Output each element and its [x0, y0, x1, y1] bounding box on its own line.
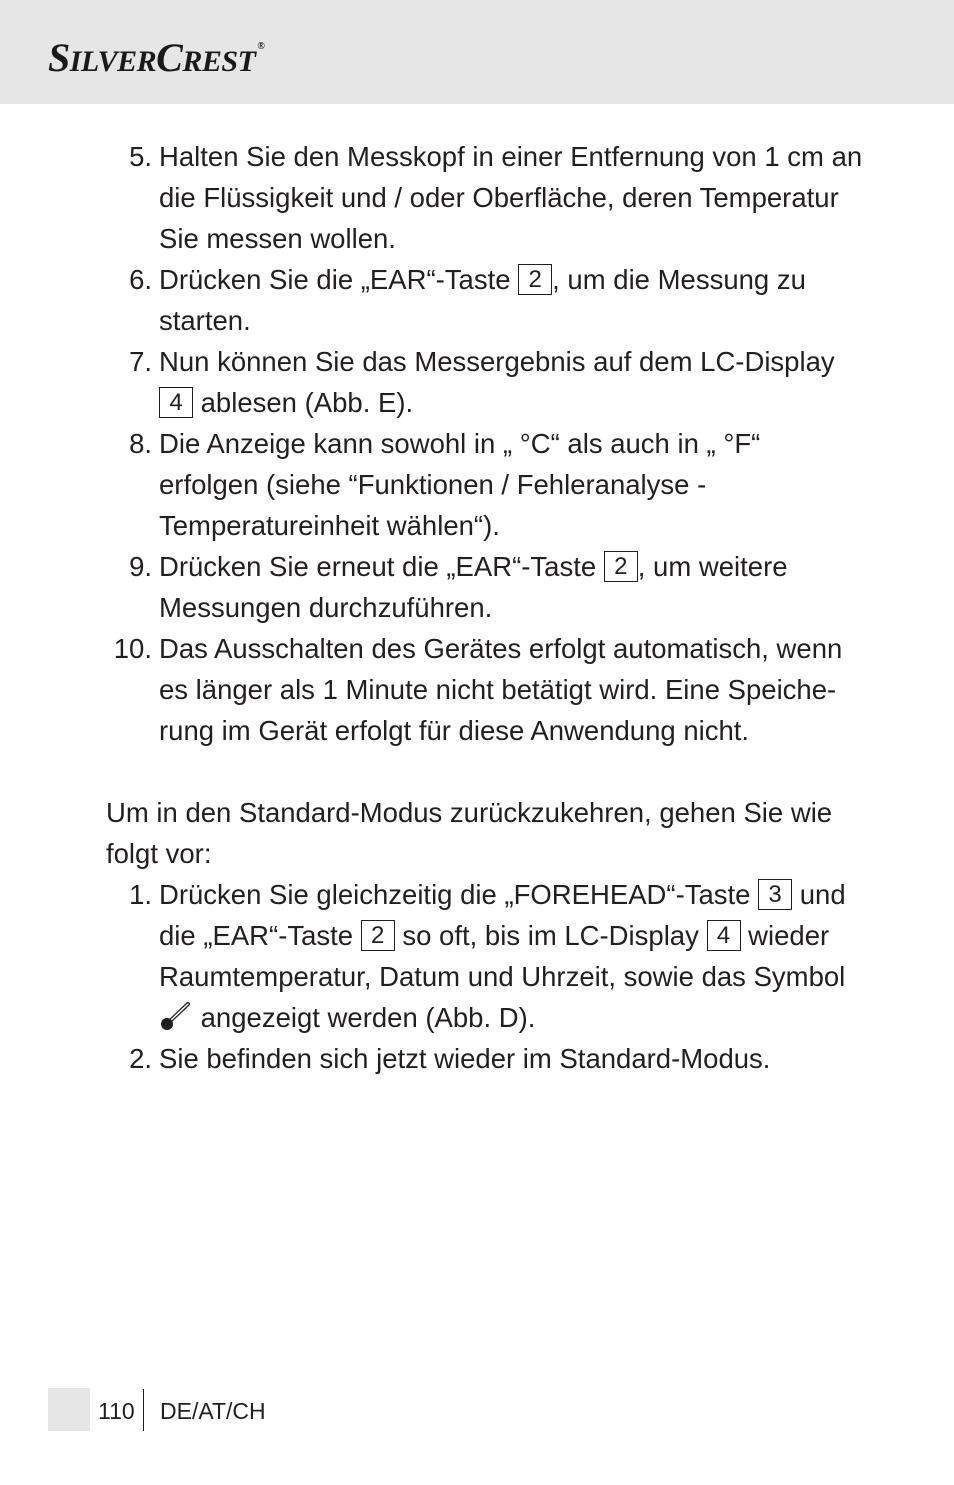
list-item: 1. Drücken Sie gleichzeitig die „FOREHEAD“-Taste 3 und die „EAR“-Taste 2 so oft, bis im LC-Display 4 wieder Raumtemperatur, Datum und Uhrzeit, sowie das Symbol angezeigt werden (Abb. D). [129, 879, 846, 1033]
standard-mode-steps [106, 874, 866, 1079]
page-number: 110 [98, 1398, 135, 1424]
measurement-steps [106, 136, 866, 751]
part-reference-box: 2 [604, 551, 638, 582]
list-item: 7. Nun können Sie das Messergebnis auf dem LC-Display 4 ablesen (Abb. E). [129, 346, 835, 418]
part-reference-box: 4 [707, 920, 741, 951]
silvercrest-logo: SILVERCREST ® [48, 35, 265, 80]
part-reference-box: 2 [518, 264, 552, 295]
list-item: 10. Das Ausschalten des Gerätes erfolgt automatisch, wenn es länger als 1 Minute nicht betätigt wird. Eine Speiche-rung im Gerät erfolgt für diese Anwendung nicht. [113, 633, 843, 746]
thermometer-icon [159, 1001, 193, 1031]
list-item: 5. Halten Sie den Messkopf in einer Entfernung von 1 cm an die Flüssigkeit und / oder Oberfläche, deren Temperatur Sie messen wollen. [129, 141, 863, 254]
part-reference-box: 3 [758, 879, 792, 910]
region-label: DE/AT/CH [160, 1398, 266, 1424]
footer-divider [143, 1389, 144, 1431]
list-item: 8. Die Anzeige kann sowohl in „ °C“ als auch in „ °F“ erfolgen (siehe “Funktionen / Fehleranalyse - Temperatureinheit wählen“). [129, 428, 761, 541]
instructions-body [106, 136, 866, 1079]
list-item: 9. Drücken Sie erneut die „EAR“-Taste 2 , um weitere Messungen durchzuführen. [129, 551, 788, 623]
list-item: 6. Drücken Sie die „EAR“-Taste 2 , um die Messung zu starten. [129, 264, 806, 336]
list-item: 2. Sie befinden sich jetzt wieder im Standard-Modus. [129, 1043, 771, 1074]
page-header [0, 0, 954, 104]
footer-page-tab [48, 1388, 90, 1431]
part-reference-box: 4 [159, 387, 193, 418]
intro-paragraph: Um in den Standard-Modus zurückzukehren, gehen Sie wie folgt vor: [106, 797, 833, 869]
part-reference-box: 2 [361, 920, 395, 951]
